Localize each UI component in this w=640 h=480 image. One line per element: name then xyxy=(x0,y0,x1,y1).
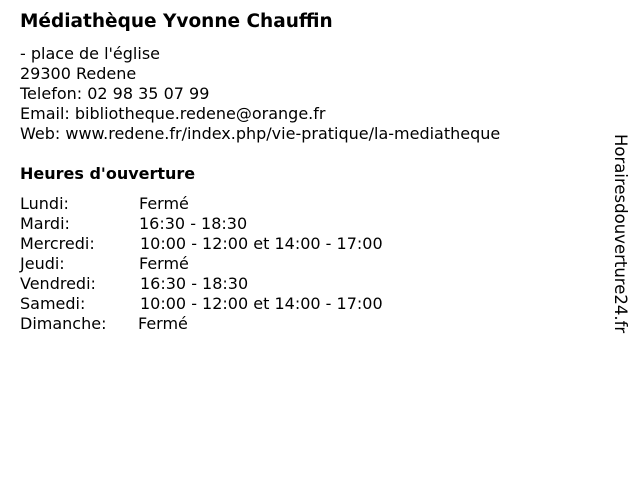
time-value: Fermé xyxy=(139,194,189,213)
email-line: Email: bibliotheque.redene@orange.fr xyxy=(20,104,326,123)
time-value: 16:30 - 18:30 xyxy=(139,214,248,233)
time-value: 10:00 - 12:00 et 14:00 - 17:00 xyxy=(140,234,383,253)
time-value: Fermé xyxy=(138,314,188,333)
website-line: Web: www.redene.fr/index.php/vie-pratique/la-mediatheque xyxy=(20,124,501,143)
hours-row-friday xyxy=(20,274,383,294)
hours-heading: Heures d'ouverture xyxy=(20,164,196,183)
day-label: Vendredi: xyxy=(20,274,96,293)
postal-city: 29300 Redene xyxy=(20,64,137,83)
phone-line: Telefon: 02 98 35 07 99 xyxy=(20,84,210,103)
time-value: 10:00 - 12:00 et 14:00 - 17:00 xyxy=(140,294,383,313)
address-block xyxy=(20,44,500,144)
hours-row-sunday xyxy=(20,314,383,334)
page-title: Médiathèque Yvonne Chauffin xyxy=(20,11,333,32)
street-address: - place de l'église xyxy=(20,44,160,63)
day-label: Mardi: xyxy=(20,214,70,233)
day-label: Lundi: xyxy=(20,194,69,213)
time-value: 16:30 - 18:30 xyxy=(140,274,249,293)
day-label: Jeudi: xyxy=(20,254,65,273)
hours-row-tuesday xyxy=(20,214,383,234)
hours-row-wednesday xyxy=(20,234,383,254)
hours-row-thursday xyxy=(20,254,383,274)
day-label: Mercredi: xyxy=(20,234,95,253)
site-watermark: Horairesdouverture24.fr xyxy=(611,134,630,334)
hours-row-monday xyxy=(20,194,383,214)
hours-table xyxy=(20,194,383,334)
day-label: Dimanche: xyxy=(20,314,107,333)
hours-row-saturday xyxy=(20,294,383,314)
day-label: Samedi: xyxy=(20,294,86,313)
time-value: Fermé xyxy=(139,254,189,273)
